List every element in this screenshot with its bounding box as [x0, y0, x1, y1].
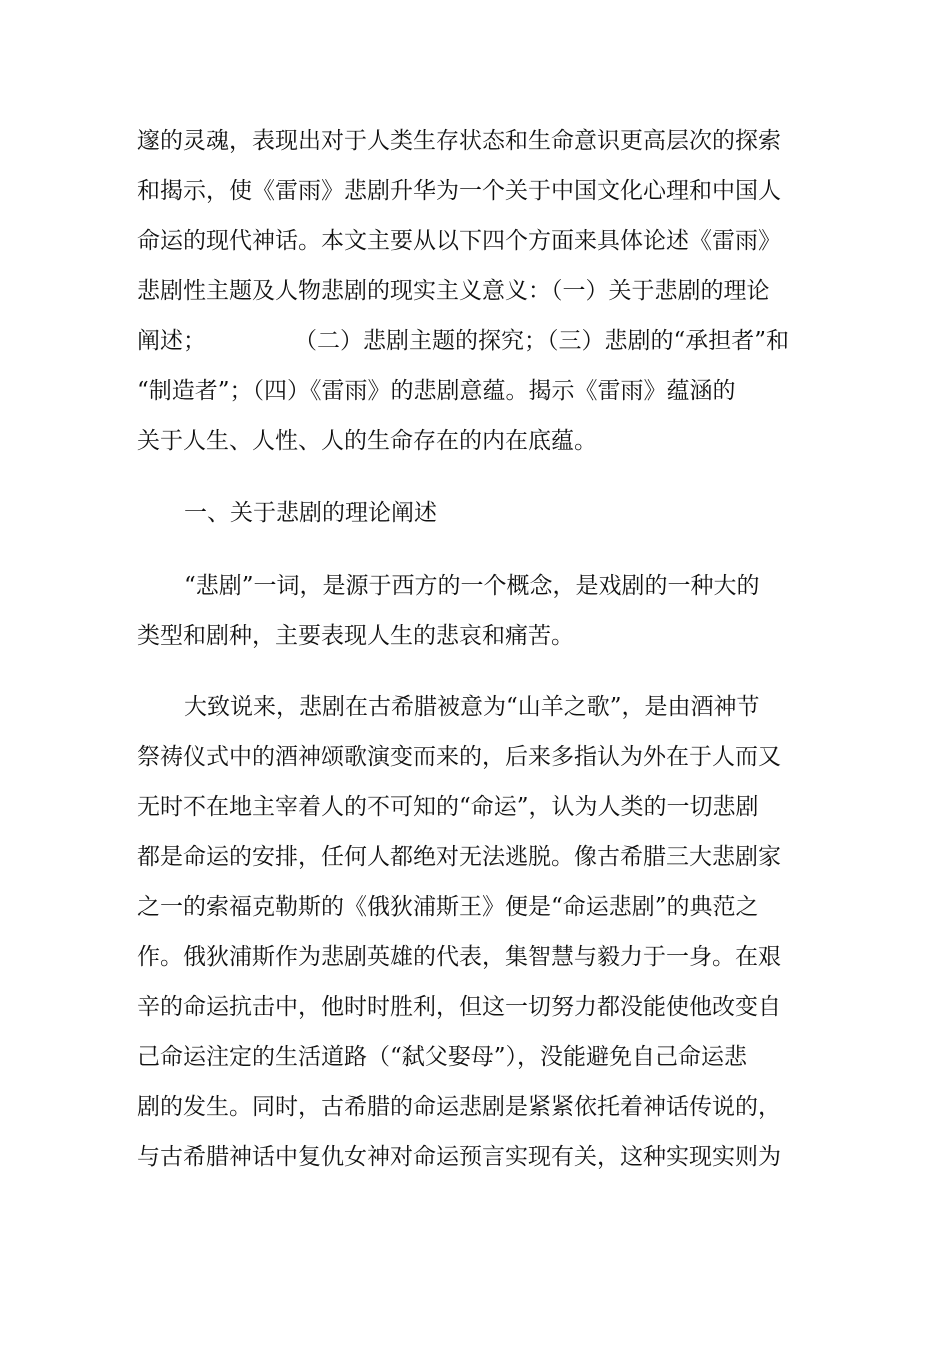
paragraph-2-line-2: 类型和剧种，主要表现人生的悲哀和痛苦。: [137, 623, 574, 649]
paragraph-1-line-4: 悲剧性主题及人物悲剧的现实主义意义：（一）关于悲剧的理论: [137, 278, 770, 304]
paragraph-3-line-5: 之一的索福克勒斯的《俄狄浦斯王》便是“命运悲剧”的典范之: [137, 894, 759, 920]
paragraph-3-line-2: 祭祷仪式中的酒神颂歌演变而来的，后来多指认为外在于人而又: [137, 744, 781, 770]
paragraph-3-line-9: 剧的发生。同时，古希腊的命运悲剧是紧紧依托着神话传说的，: [137, 1094, 781, 1120]
paragraph-1-line-5-part-b: （二）悲剧主题的探究；（三）悲剧的“承担者”和: [294, 328, 790, 354]
section-heading: 一、关于悲剧的理论阐述: [184, 500, 437, 526]
paragraph-3-line-3: 无时不在地主宰着人的不可知的“命运”，认为人类的一切悲剧: [137, 794, 759, 820]
paragraph-3-line-6: 作。俄狄浦斯作为悲剧英雄的代表，集智慧与毅力于一身。在艰: [137, 944, 781, 970]
paragraph-2-line-1: “悲剧”一词，是源于西方的一个概念，是戏剧的一种大的: [184, 573, 760, 599]
paragraph-1-line-6: “制造者”；（四）《雷雨》的悲剧意蕴。揭示《雷雨》蕴涵的: [137, 378, 736, 404]
paragraph-3-line-8: 己命运注定的生活道路（“弑父娶母”），没能避免自己命运悲: [137, 1044, 748, 1070]
paragraph-1-line-5-part-a: 阐述；: [137, 328, 206, 354]
paragraph-1-line-2: 和揭示，使《雷雨》悲剧升华为一个关于中国文化心理和中国人: [137, 178, 781, 204]
paragraph-1-line-7: 关于人生、人性、人的生命存在的内在底蕴。: [137, 428, 597, 454]
paragraph-3-line-7: 辛的命运抗击中，他时时胜利，但这一切努力都没能使他改变自: [137, 994, 781, 1020]
paragraph-3-line-1: 大致说来，悲剧在古希腊被意为“山羊之歌”，是由酒神节: [184, 694, 760, 720]
paragraph-3-line-10: 与古希腊神话中复仇女神对命运预言实现有关，这种实现实则为: [137, 1144, 781, 1170]
paragraph-1-line-3: 命运的现代神话。本文主要从以下四个方面来具体论述《雷雨》: [137, 228, 781, 254]
paragraph-3-line-4: 都是命运的安排，任何人都绝对无法逃脱。像古希腊三大悲剧家: [137, 844, 781, 870]
paragraph-1-line-5: [137, 326, 789, 356]
paragraph-1-line-1: 邃的灵魂，表现出对于人类生存状态和生命意识更高层次的探索: [137, 128, 781, 154]
